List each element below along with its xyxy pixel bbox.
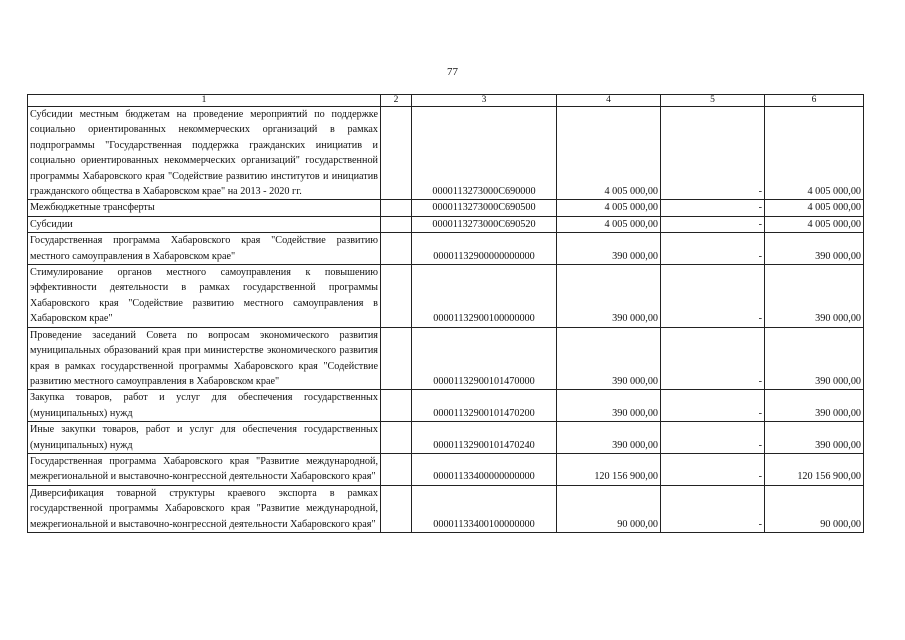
row-col4: 390 000,00 (557, 390, 661, 422)
row-name: Межбюджетные трансферты (28, 200, 381, 216)
row-col5: - (661, 422, 765, 454)
row-col4: 90 000,00 (557, 485, 661, 532)
row-col2 (381, 453, 412, 485)
row-col2 (381, 265, 412, 328)
row-col4: 4 005 000,00 (557, 216, 661, 232)
row-col6: 120 156 900,00 (765, 453, 864, 485)
row-code: 00001133400000000000 (412, 453, 557, 485)
row-name: Диверсификация товарной структуры краевого экспорта в рамках государственной программы Хабаровского края "Развитие международной, межрегиональной и выставочно-конгрессной деятельности Хабаровского края" (28, 485, 381, 532)
row-col2 (381, 200, 412, 216)
column-header: 3 (412, 95, 557, 107)
row-col5: - (661, 216, 765, 232)
row-name: Стимулирование органов местного самоуправления к повышению эффективности деятельности в рамках государственной программы Хабаровского края "Содействие развитию местного самоуправления в Хабаровском крае" (28, 265, 381, 328)
table-row (28, 453, 864, 485)
row-col6: 390 000,00 (765, 265, 864, 328)
column-header: 6 (765, 95, 864, 107)
table-row (28, 200, 864, 216)
row-col6: 4 005 000,00 (765, 107, 864, 200)
row-col2 (381, 216, 412, 232)
table-row (28, 216, 864, 232)
row-col5: - (661, 200, 765, 216)
row-col6: 390 000,00 (765, 233, 864, 265)
row-col2 (381, 390, 412, 422)
row-col4: 390 000,00 (557, 327, 661, 390)
row-name: Проведение заседаний Совета по вопросам экономического развития муниципальных образований края при министерстве экономического развития края в рамках государственной программы Хабаровского края "Содействие развитию местного самоуправления в Хабаровском крае" (28, 327, 381, 390)
row-col5: - (661, 233, 765, 265)
row-col5: - (661, 390, 765, 422)
row-col4: 4 005 000,00 (557, 200, 661, 216)
row-col4: 4 005 000,00 (557, 107, 661, 200)
page-number: 77 (447, 66, 458, 78)
row-col2 (381, 422, 412, 454)
row-name: Государственная программа Хабаровского края "Содействие развитию местного самоуправления в Хабаровском крае" (28, 233, 381, 265)
row-code: 0000113273000С690000 (412, 107, 557, 200)
column-header: 2 (381, 95, 412, 107)
table-row (28, 422, 864, 454)
column-header: 4 (557, 95, 661, 107)
row-code: 00001132900101470200 (412, 390, 557, 422)
row-col5: - (661, 327, 765, 390)
table-header-row (28, 95, 864, 107)
row-col4: 390 000,00 (557, 422, 661, 454)
row-col2 (381, 485, 412, 532)
row-code: 00001132900101470240 (412, 422, 557, 454)
row-col2 (381, 233, 412, 265)
row-col6: 390 000,00 (765, 327, 864, 390)
table-row (28, 265, 864, 328)
row-col5: - (661, 107, 765, 200)
row-col6: 390 000,00 (765, 390, 864, 422)
row-code: 00001132900101470000 (412, 327, 557, 390)
table-row (28, 485, 864, 532)
row-col2 (381, 107, 412, 200)
column-header: 1 (28, 95, 381, 107)
row-col4: 390 000,00 (557, 265, 661, 328)
row-name: Субсидии (28, 216, 381, 232)
table-row (28, 390, 864, 422)
row-col4: 390 000,00 (557, 233, 661, 265)
row-col5: - (661, 453, 765, 485)
row-name: Закупка товаров, работ и услуг для обеспечения государственных (муниципальных) нужд (28, 390, 381, 422)
row-col5: - (661, 485, 765, 532)
row-col2 (381, 327, 412, 390)
row-name: Иные закупки товаров, работ и услуг для обеспечения государственных (муниципальных) нужд (28, 422, 381, 454)
budget-table (27, 94, 864, 533)
table-row (28, 107, 864, 200)
row-col6: 4 005 000,00 (765, 200, 864, 216)
row-name: Государственная программа Хабаровского края "Развитие международной, межрегиональной и выставочно-конгрессной деятельности Хабаровского края" (28, 453, 381, 485)
row-col6: 90 000,00 (765, 485, 864, 532)
row-col5: - (661, 265, 765, 328)
row-col6: 4 005 000,00 (765, 216, 864, 232)
table-row (28, 233, 864, 265)
row-col6: 390 000,00 (765, 422, 864, 454)
row-code: 0000113273000С690500 (412, 200, 557, 216)
row-code: 00001133400100000000 (412, 485, 557, 532)
row-col4: 120 156 900,00 (557, 453, 661, 485)
row-code: 00001132900000000000 (412, 233, 557, 265)
column-header: 5 (661, 95, 765, 107)
row-name: Субсидии местным бюджетам на проведение мероприятий по поддержке социально ориентированных некоммерческих организаций в рамках подпрограммы "Государственная поддержка гражданских инициатив и социально ориентированных некоммерческих организаций" государственной программы Хабаровского края "Содействие развитию институтов и инициатив гражданского общества в Хабаровском крае" на 2013 - 2020 гг. (28, 107, 381, 200)
row-code: 0000113273000С690520 (412, 216, 557, 232)
table-row (28, 327, 864, 390)
row-code: 00001132900100000000 (412, 265, 557, 328)
